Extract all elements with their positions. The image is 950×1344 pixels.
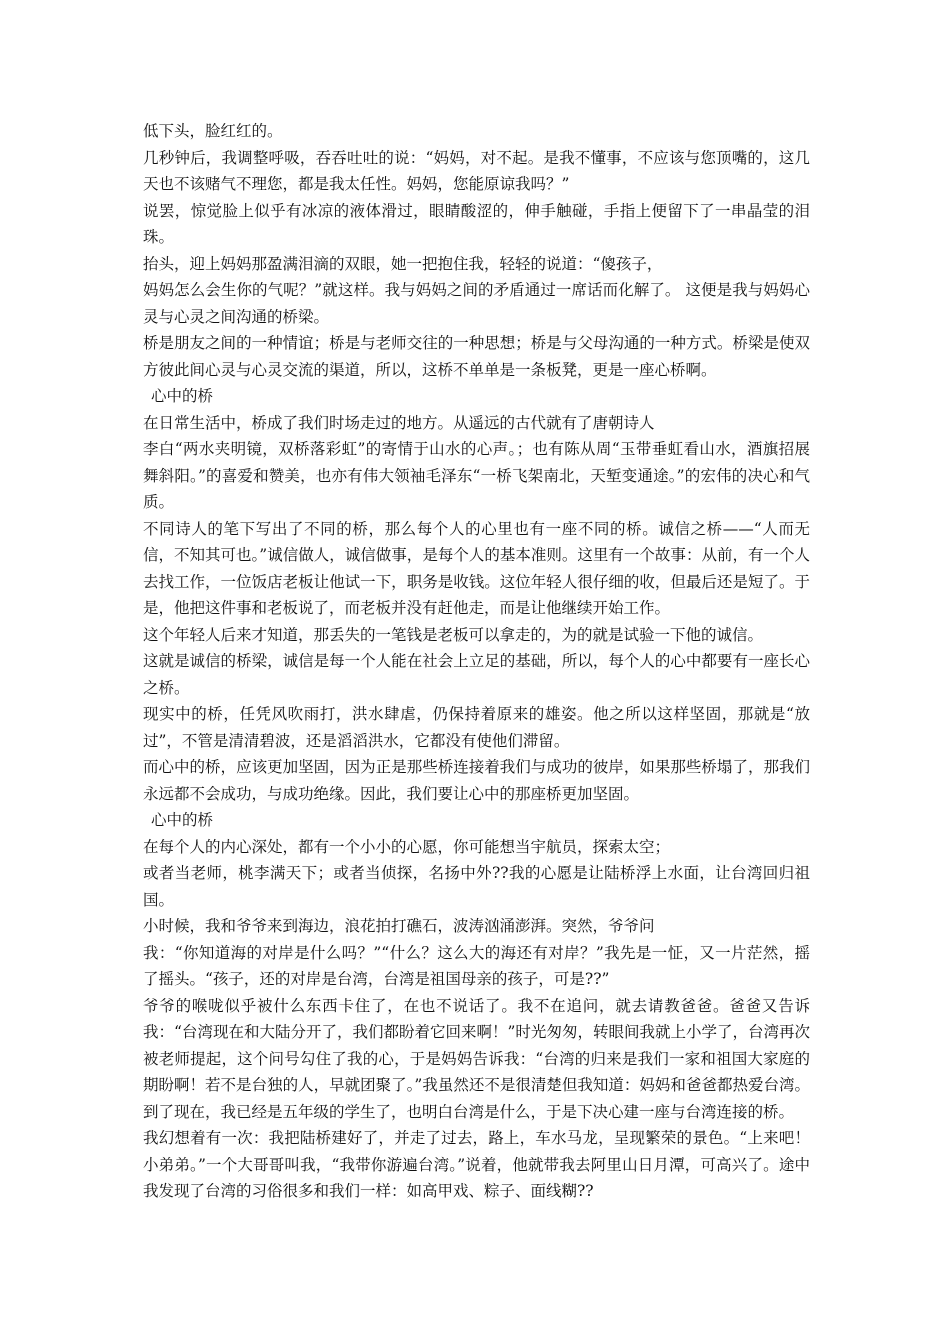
paragraph: 或者当老师，桃李满天下；或者当侦探，名扬中外??我的心愿是让陆桥浮上水面，让台湾回归祖国。 <box>143 864 810 909</box>
paragraph: 李白“两水夹明镜，双桥落彩虹”的寄情于山水的心声。；也有陈从周“玉带垂虹看山水，酒旗招展舞斜阳。”的喜爱和赞美，也亦有伟大领袖毛泽东“一桥飞架南北，天堑变通途。”的宏伟的决心和气质。 <box>143 440 810 511</box>
paragraph: 低下头，脸红红的。 <box>143 122 283 140</box>
section-heading: 心中的桥 <box>151 811 214 829</box>
paragraph: 说罢，惊觉脸上似乎有冰凉的液体滑过，眼睛酸涩的，伸手触碰，手指上便留下了一串晶莹的泪珠。 <box>143 201 810 246</box>
paragraph: 小时候，我和爷爷来到海边，浪花拍打礁石，波涛汹涌澎湃。突然，爷爷问 <box>143 917 655 935</box>
section-heading: 心中的桥 <box>151 387 214 405</box>
paragraph: 我幻想着有一次：我把陆桥建好了，并走了过去，路上，车水马龙，呈现繁荣的景色。“上来吧！小弟弟。”一个大哥哥叫我，“我带你游遍台湾。”说着，他就带我去阿里山日月潭，可高兴了。途中我发现了台湾的习俗很多和我们一样：如高甲戏、粽子、面线糊?? <box>143 1129 810 1200</box>
paragraph: 在日常生活中，桥成了我们时场走过的地方。从遥远的古代就有了唐朝诗人 <box>143 413 655 432</box>
paragraph: 桥是朋友之间的一种情谊；桥是与老师交往的一种思想；桥是与父母沟通的一种方式。桥梁是使双方彼此间心灵与心灵交流的渠道，所以，这桥不单单是一条板凳，更是一座心桥啊。 <box>143 334 810 379</box>
paragraph: 在每个人的内心深处，都有一个小小的心愿，你可能想当宇航员，探索太空； <box>143 837 671 856</box>
paragraph: 抬头，迎上妈妈那盈满泪滴的双眼，她一把抱住我，轻轻的说道：“傻孩子， <box>143 254 663 273</box>
document-page <box>143 118 810 1205</box>
paragraph: 几秒钟后，我调整呼吸，吞吞吐吐的说：“妈妈，对不起。是我不懂事，不应该与您顶嘴的，这几天也不该赌气不理您，都是我太任性。妈妈，您能原谅我吗？” <box>143 148 810 193</box>
paragraph: 这就是诚信的桥梁，诚信是每一个人能在社会上立足的基础，所以，每个人的心中都要有一座长心之桥。 <box>143 652 810 697</box>
paragraph: 现实中的桥，任凭风吹雨打，洪水肆虐，仍保持着原来的雄姿。他之所以这样坚固，那就是“放过”，不管是清清碧波，还是滔滔洪水，它都没有使他们滞留。 <box>143 705 810 750</box>
paragraph: 爷爷的喉咙似乎被什么东西卡住了，在也不说话了。我不在追问，就去请教爸爸。爸爸又告诉我：“台湾现在和大陆分开了，我们都盼着它回来啊！”时光匆匆，转眼间我就上小学了，台湾再次被老师提起，这个问号勾住了我的心，于是妈妈告诉我：“台湾的归来是我们一家和祖国大家庭的期盼啊！若不是台独的人，早就团聚了。”我虽然还不是很清楚但我知道：妈妈和爸爸都热爱台湾。到了现在，我已经是五年级的学生了，也明白台湾是什么，于是下决心建一座与台湾连接的桥。 <box>143 996 810 1121</box>
paragraph: 妈妈怎么会生你的气呢？”就这样。我与妈妈之间的矛盾通过一席话而化解了。 这便是我与妈妈心灵与心灵之间沟通的桥梁。 <box>143 281 810 326</box>
paragraph: 我：“你知道海的对岸是什么吗？”“什么？这么大的海还有对岸？”我先是一怔，又一片茫然，摇了摇头。“孩子，还的对岸是台湾，台湾是祖国母亲的孩子，可是??” <box>143 943 810 988</box>
paragraph: 而心中的桥，应该更加坚固，因为正是那些桥连接着我们与成功的彼岸，如果那些桥塌了，那我们永远都不会成功，与成功绝缘。因此，我们要让心中的那座桥更加坚固。 <box>143 758 810 803</box>
paragraph: 这个年轻人后来才知道，那丢失的一笔钱是老板可以拿走的，为的就是试验一下他的诚信。 <box>143 625 764 644</box>
paragraph: 不同诗人的笔下写出了不同的桥，那么每个人的心里也有一座不同的桥。诚信之桥——“人而无信，不知其可也。”诚信做人，诚信做事，是每个人的基本准则。这里有一个故事：从前，有一个人去找工作，一位饭店老板让他试一下，职务是收钱。这位年轻人很仔细的收，但最后还是短了。于是，他把这件事和老板说了，而老板并没有赶他走，而是让他继续开始工作。 <box>143 519 810 617</box>
